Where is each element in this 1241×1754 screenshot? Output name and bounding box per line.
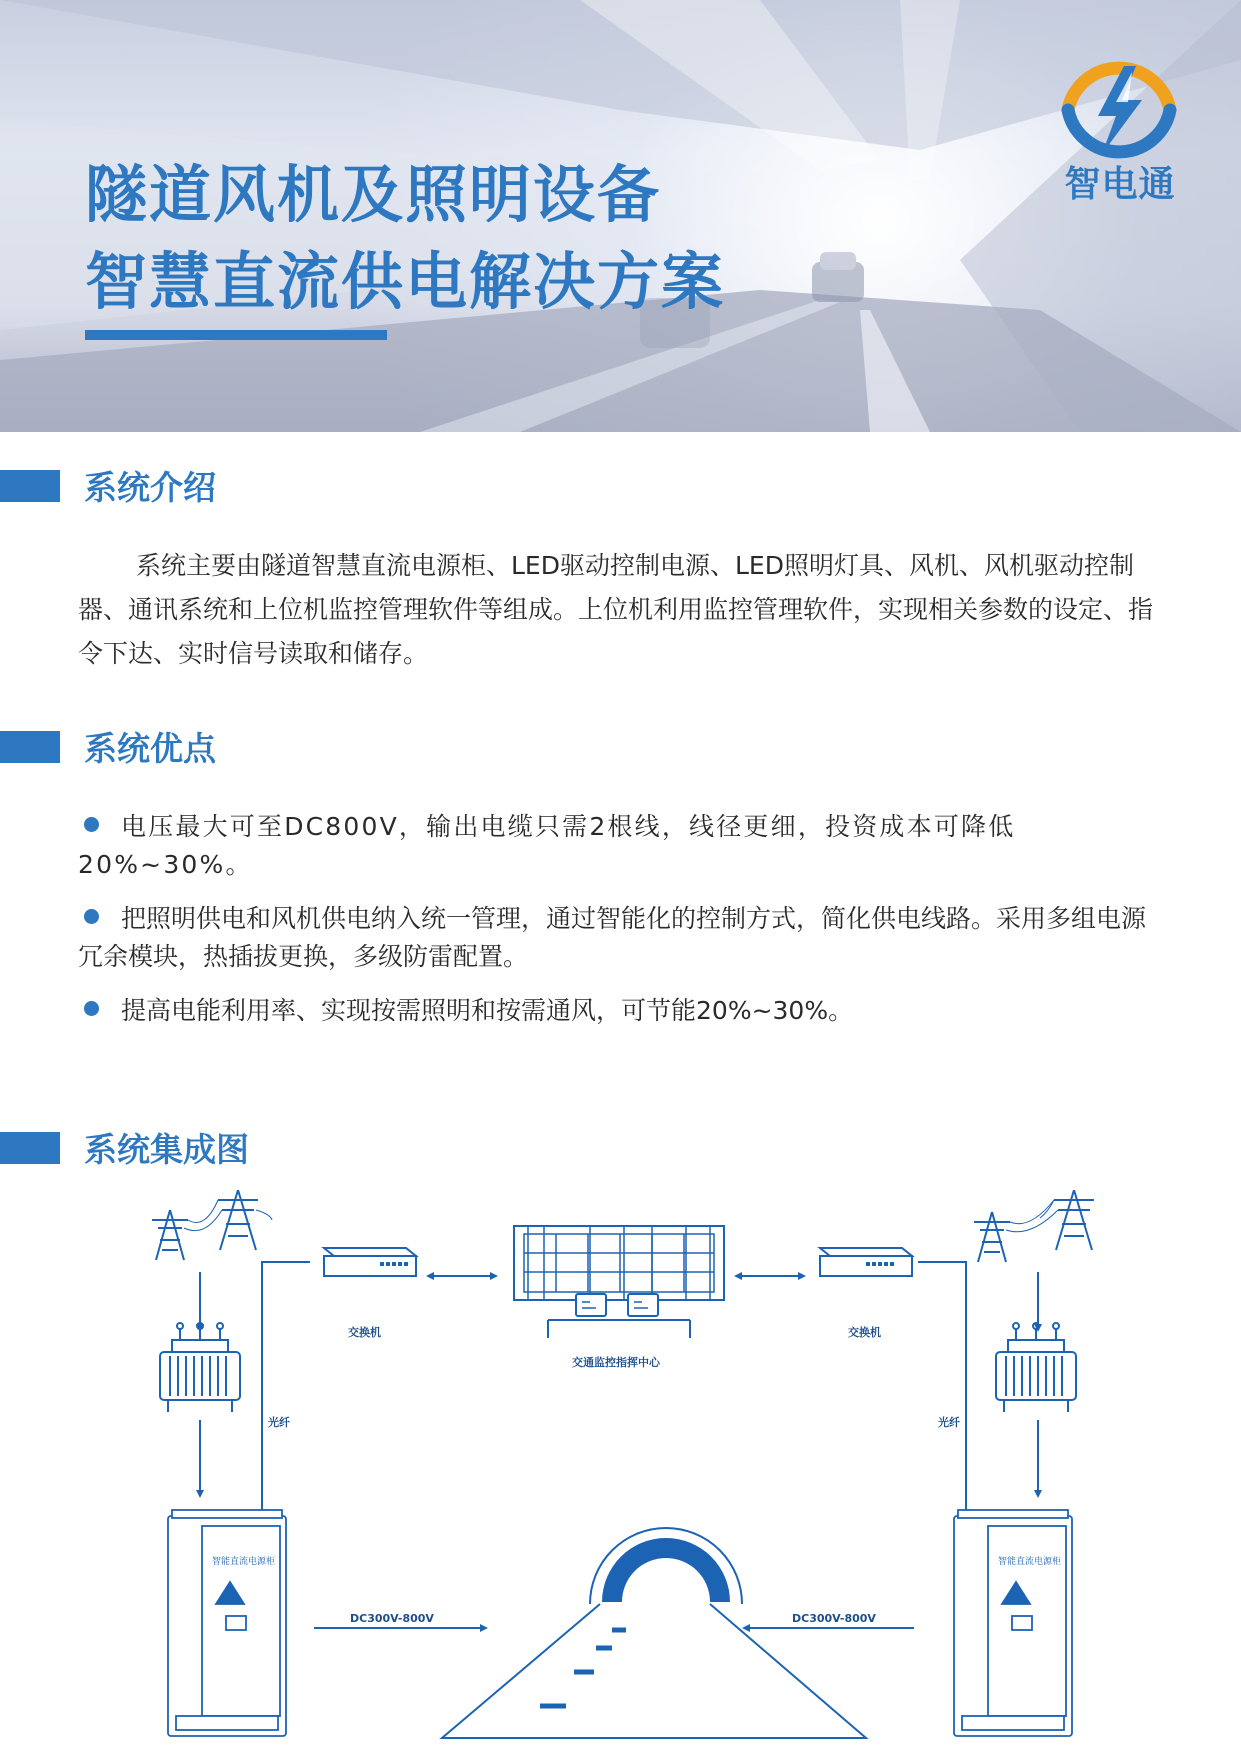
label-dc-right: DC300V-800V [792,1612,876,1625]
bullet-icon [84,1001,99,1016]
section-bar [0,470,60,502]
logo-text: 智电通 [1064,164,1176,205]
control-center-icon [514,1226,724,1338]
label-cabinet-left: 智能直流电源柜 [212,1557,276,1567]
label-fiber-left: 光纤 [268,1416,290,1429]
list-item: 把照明供电和风机供电纳入统一管理，通过智能化的控制方式，简化供电线路。采用多组电源冗余模块，热插拔更换，多级防雷配置。 [78,904,1147,971]
label-switch-left: 交换机 [348,1326,381,1339]
section-title-diagram: 系统集成图 [84,1130,249,1169]
list-item: 提高电能利用率、实现按需照明和按需通风，可节能20%~30%。 [78,992,1164,1030]
network-switch-right-icon [820,1248,912,1276]
section-bar [0,1132,60,1164]
section-title-intro: 系统介绍 [84,468,216,507]
dc-power-cabinet-right-icon [954,1510,1072,1736]
tunnel-icon [442,1528,866,1738]
hero-title-line1: 隧道风机及照明设备 [85,158,662,231]
transformer-left-icon [160,1323,240,1412]
fiber-line-left [262,1262,310,1510]
section-bar [0,731,60,763]
title-underline [85,330,387,340]
system-integration-diagram [0,1190,1241,1754]
intro-paragraph: 系统主要由隧道智慧直流电源柜、LED驱动控制电源、LED照明灯具、风机、风机驱动控制器、通讯系统和上位机监控管理软件等组成。上位机利用监控管理软件，实现相关参数的设定、指令下达、实时信号读取和储存。 [78,551,1154,668]
section-title-advantages: 系统优点 [84,729,216,768]
hero-banner [0,0,1241,432]
label-switch-right: 交换机 [848,1326,881,1339]
transformer-right-icon [996,1323,1076,1412]
power-pylon-right-icon [974,1190,1094,1262]
list-item: 电压最大可至DC800V，输出电缆只需2根线，线径更细，投资成本可降低20%~30%。 [78,812,1016,879]
label-cabinet-right: 智能直流电源柜 [998,1557,1062,1567]
label-fiber-right: 光纤 [938,1416,960,1429]
fiber-line-right [918,1262,966,1510]
advantages-list [78,808,1164,1046]
dc-power-cabinet-left-icon [168,1510,286,1736]
label-dc-left: DC300V-800V [350,1612,434,1625]
bullet-icon [84,817,99,832]
bullet-icon [84,909,99,924]
network-switch-left-icon [324,1248,416,1276]
label-control-center: 交通监控指挥中心 [572,1356,660,1369]
hero-title-line2: 智慧直流供电解决方案 [85,245,726,318]
power-pylon-left-icon [152,1190,272,1260]
